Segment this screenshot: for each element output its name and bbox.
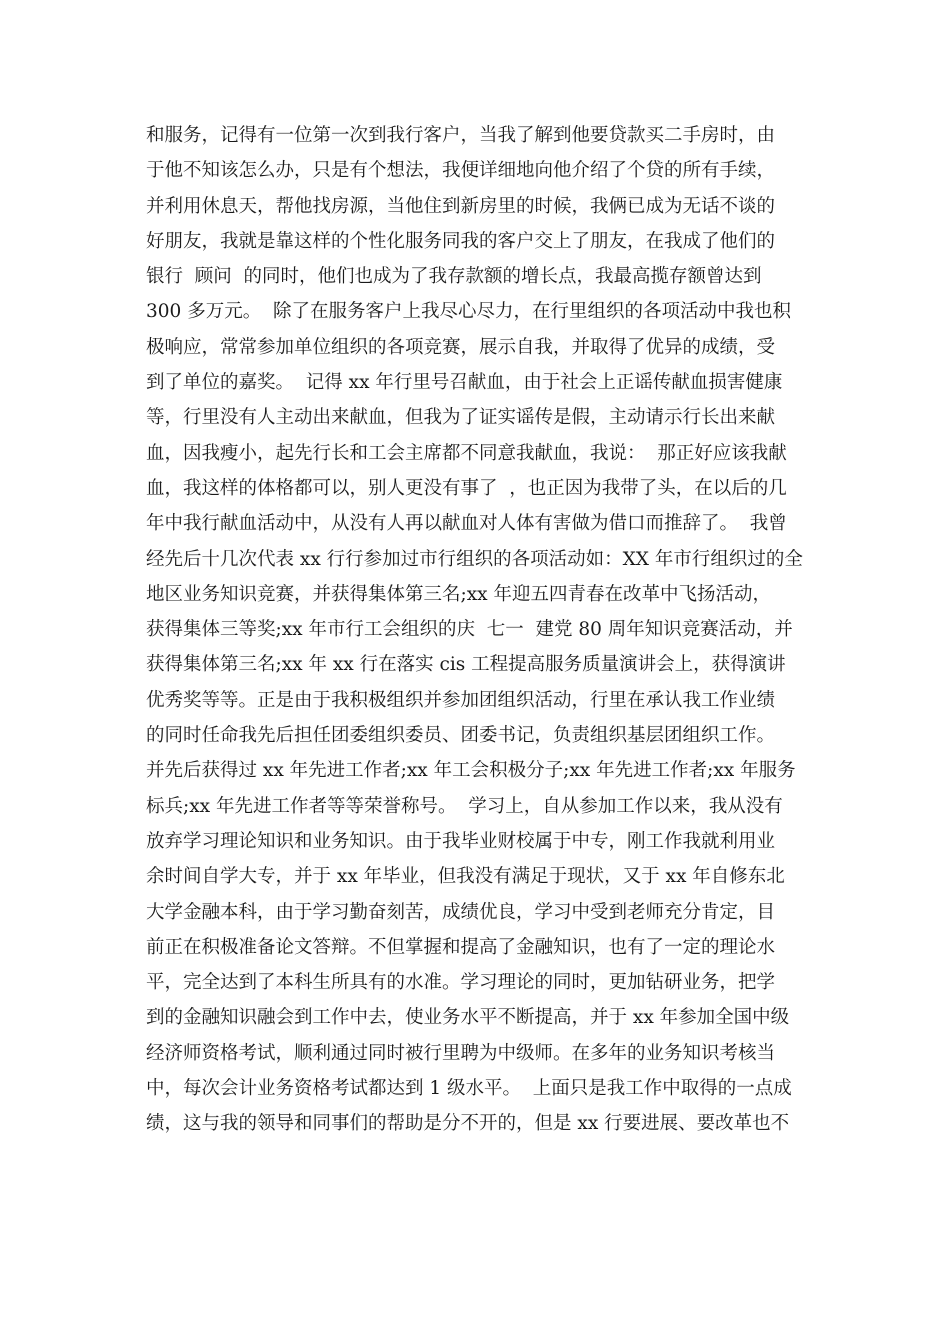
text-line: 前正在积极准备论文答辩。不但掌握和提高了金融知识，也有了一定的理论水 xyxy=(146,936,776,958)
text-line: 并先后获得过 xx 年先进工作者;xx 年工会积极分子;xx 年先进工作者;xx 年服务 xyxy=(146,760,796,782)
text-line: 标兵;xx 年先进工作者等等荣誉称号。 学习上，自从参加工作以来，我从没有 xyxy=(146,795,783,817)
text-line: 并利用休息天，帮他找房源，当他住到新房里的时候，我俩已成为无话不谈的 xyxy=(146,195,776,217)
text-line: 血，因我瘦小，起先行长和工会主席都不同意我献血，我说： 那正好应该我献 xyxy=(146,442,787,464)
text-line: 绩，这与我的领导和同事们的帮助是分不开的，但是 xx 行要进展、要改革也不 xyxy=(146,1113,790,1135)
body-text xyxy=(146,118,816,1142)
text-line: 经先后十几次代表 xx 行行参加过市行组织的各项活动如：XX 年市行组织过的全 xyxy=(146,548,803,570)
text-line: 年中我行献血活动中，从没有人再以献血对人体有害做为借口而推辞了。 我曾 xyxy=(146,513,787,535)
text-line: 和服务，记得有一位第一次到我行客户，当我了解到他要贷款买二手房时，由 xyxy=(146,125,776,146)
text-line: 到了单位的嘉奖。 记得 xx 年行里号召献血，由于社会上正谣传献血损害健康 xyxy=(146,372,783,394)
text-line: 获得集体第三名;xx 年 xx 行在落实 cis 工程提高服务质量演讲会上，获得演讲 xyxy=(146,654,786,676)
text-line: 放弃学习理论知识和业务知识。由于我毕业财校属于中专，刚工作我就利用业 xyxy=(146,830,776,852)
text-line: 平，完全达到了本科生所具有的水准。学习理论的同时，更加钻研业务，把学 xyxy=(146,972,776,994)
text-line: 银行 顾问 的同时，他们也成为了我存款额的增长点，我最高揽存额曾达到 xyxy=(146,266,762,288)
text-line: 到的金融知识融会到工作中去，使业务水平不断提高，并于 xx 年参加全国中级 xyxy=(146,1007,790,1029)
text-line: 于他不知该怎么办，只是有个想法，我便详细地向他介绍了个贷的所有手续， xyxy=(146,160,776,182)
text-line: 大学金融本科，由于学习勤奋刻苦，成绩优良，学习中受到老师充分肯定，目 xyxy=(146,901,776,923)
text-line: 中，每次会计业务资格考试都达到 1 级水平。 上面只是我工作中取得的一点成 xyxy=(146,1078,792,1100)
text-line: 的同时任命我先后担任团委组织委员、团委书记，负责组织基层团组织工作。 xyxy=(146,725,776,747)
text-line: 经济师资格考试，顺利通过同时被行里聘为中级师。在多年的业务知识考核当 xyxy=(146,1042,776,1064)
text-line: 地区业务知识竞赛，并获得集体第三名;xx 年迎五四青春在改革中飞扬活动， xyxy=(146,583,771,605)
text-line: 等，行里没有人主动出来献血，但我为了证实谣传是假，主动请示行长出来献 xyxy=(146,407,776,429)
text-line: 血，我这样的体格都可以，别人更没有事了 ，也正因为我带了头，在以后的几 xyxy=(146,477,787,499)
text-line: 300 多万元。 除了在服务客户上我尽心尽力，在行里组织的各项活动中我也积 xyxy=(146,301,791,323)
text-line: 余时间自学大专，并于 xx 年毕业，但我没有满足于现状，又于 xx 年自修东北 xyxy=(146,866,785,888)
text-line: 极响应，常常参加单位组织的各项竞赛，展示自我，并取得了优异的成绩，受 xyxy=(146,336,776,358)
text-line: 获得集体三等奖;xx 年市行工会组织的庆 七一 建党 80 周年知识竞赛活动，并 xyxy=(146,619,793,641)
text-line: 好朋友，我就是靠这样的个性化服务同我的客户交上了朋友，在我成了他们的 xyxy=(146,230,776,252)
text-line: 优秀奖等等。正是由于我积极组织并参加团组织活动，行里在承认我工作业绩 xyxy=(146,689,776,711)
